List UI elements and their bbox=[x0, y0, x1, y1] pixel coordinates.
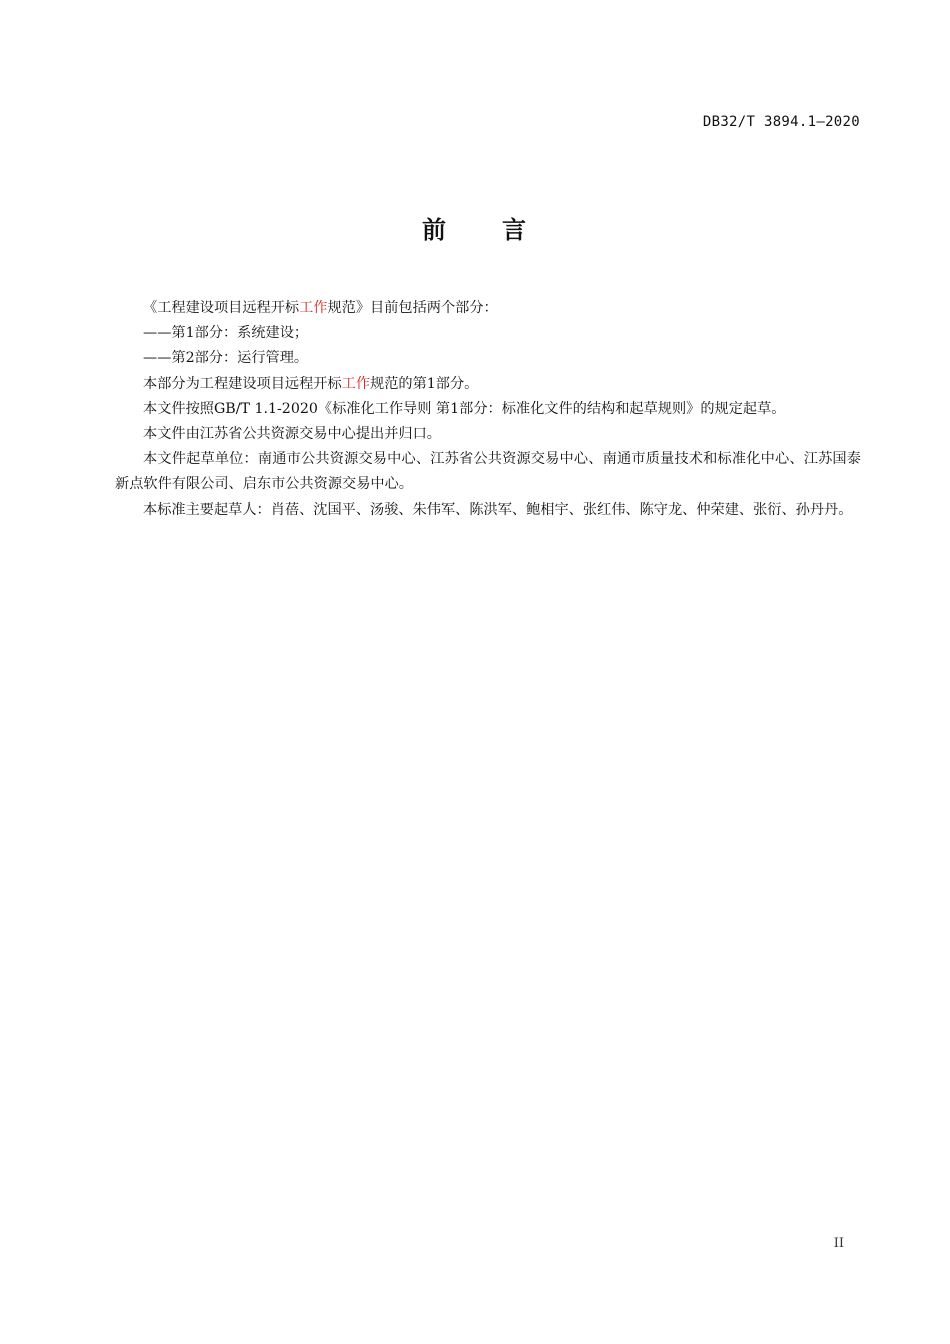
paragraph-part-statement bbox=[115, 372, 861, 397]
paragraph-text: 规范》目前包括两个部分： bbox=[327, 300, 498, 316]
highlighted-text: 工作 bbox=[341, 375, 371, 392]
page-number: II bbox=[833, 1236, 844, 1251]
paragraph-proposer: 本文件由江苏省公共资源交易中心提出并归口。 bbox=[143, 426, 441, 443]
paragraph-parts-intro bbox=[115, 296, 861, 321]
foreword-body bbox=[115, 296, 861, 523]
paragraph-drafters: 本标准主要起草人：肖蓓、沈国平、汤骏、朱伟军、陈洪军、鲍相宇、张红伟、陈守龙、仲荣建、张衍、孙丹丹。 bbox=[143, 501, 853, 518]
paragraph-text: 规范的第1部分。 bbox=[370, 375, 479, 392]
paragraph-drafting-rules: 本文件按照GB/T 1.1-2020《标准化工作导则 第1部分：标准化文件的结构和起草规则》的规定起草。 bbox=[143, 400, 786, 417]
list-item-part-1: ——第1部分：系统建设； bbox=[143, 325, 309, 342]
title-char-2: 言 bbox=[502, 216, 528, 244]
paragraph-text: 《工程建设项目远程开标 bbox=[143, 300, 300, 316]
title-char-1: 前 bbox=[422, 216, 448, 244]
standard-code: DB32/T 3894.1—2020 bbox=[702, 114, 860, 130]
list-item-part-2: ——第2部分：运行管理。 bbox=[143, 350, 309, 367]
highlighted-text: 工作 bbox=[299, 300, 328, 316]
paragraph-text: 本部分为工程建设项目远程开标 bbox=[143, 375, 342, 392]
page-title bbox=[0, 210, 950, 245]
paragraph-drafting-units: 本文件起草单位：南通市公共资源交易中心、江苏省公共资源交易中心、南通市质量技术和标准化中心、江苏国泰新点软件有限公司、启东市公共资源交易中心。 bbox=[115, 451, 861, 493]
